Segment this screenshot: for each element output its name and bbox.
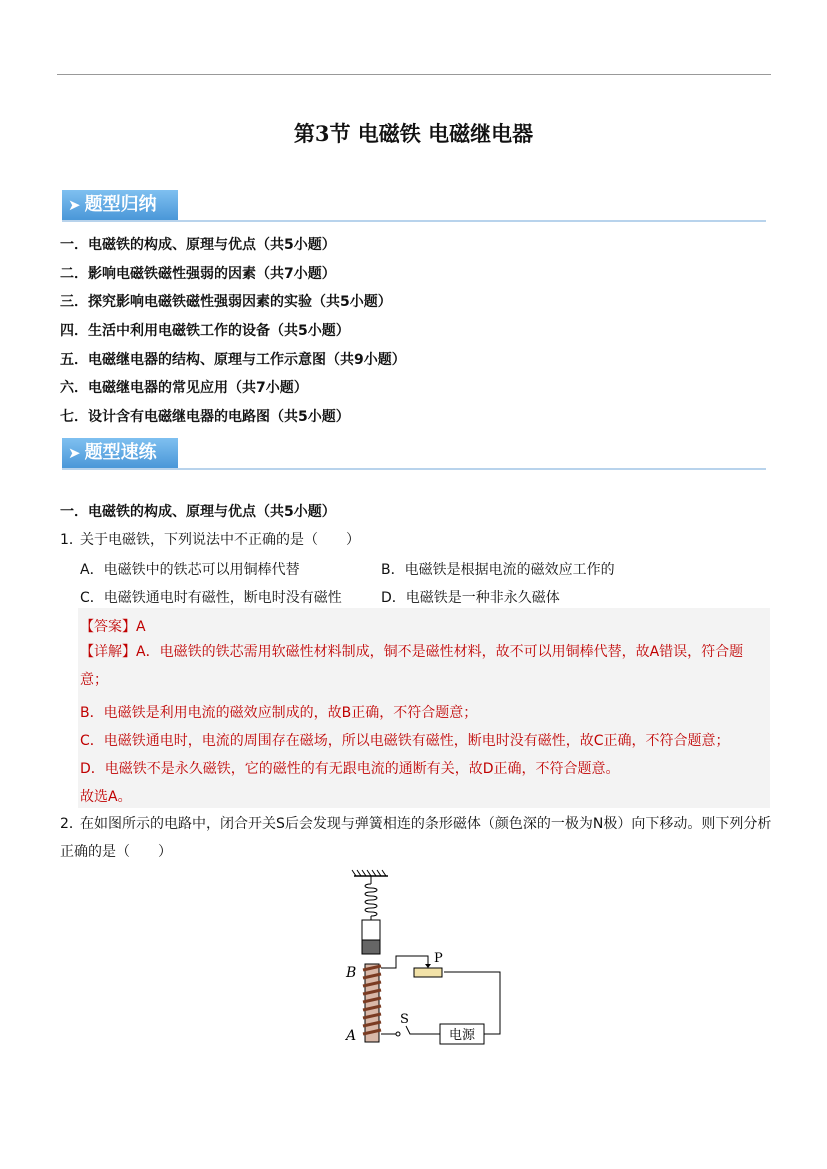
toc-item[interactable]: 四．生活中利用电磁铁工作的设备（共5小题） bbox=[60, 323, 350, 340]
option-b[interactable]: B．电磁铁是根据电流的磁效应工作的 bbox=[381, 562, 615, 578]
toc-item[interactable]: 二．影响电磁铁磁性强弱的因素（共7小题） bbox=[60, 265, 336, 282]
label-a: A bbox=[346, 1028, 357, 1044]
spring bbox=[365, 876, 377, 920]
bar-magnet bbox=[362, 920, 380, 954]
question-text: 关于电磁铁，下列说法中不正确的是（ ） bbox=[80, 532, 360, 548]
practice-subheading: 一．电磁铁的构成、原理与优点（共5小题） bbox=[60, 504, 336, 520]
question-number: 2． bbox=[60, 816, 83, 832]
label-p: P bbox=[434, 951, 443, 966]
circuit-svg bbox=[336, 868, 516, 1048]
question-1-stem bbox=[60, 526, 772, 554]
rheostat bbox=[414, 968, 442, 977]
section-tab-types bbox=[62, 190, 178, 220]
option-d[interactable]: D．电磁铁是一种非永久磁体 bbox=[381, 590, 560, 606]
option-c[interactable]: C．电磁铁通电时有磁性，断电时没有磁性 bbox=[80, 590, 342, 606]
slider-p-icon bbox=[425, 964, 431, 968]
toc-item[interactable]: 七．设计含有电磁继电器的电路图（共5小题） bbox=[60, 409, 350, 426]
detail-line-3: C．电磁铁通电时，电流的周围存在磁场，所以电磁铁有磁性，断电时没有磁性，故C正确，不符合题意； bbox=[80, 733, 730, 749]
toc-list bbox=[60, 236, 406, 437]
section-header-types bbox=[62, 188, 766, 222]
section-underline bbox=[62, 468, 766, 470]
label-b: B bbox=[346, 965, 357, 981]
section-underline bbox=[62, 220, 766, 222]
arrow-icon: ➤ bbox=[68, 196, 81, 214]
section-header-practice bbox=[62, 436, 766, 470]
arrow-icon: ➤ bbox=[68, 444, 81, 462]
top-rule bbox=[57, 74, 771, 75]
power-supply-label: 电源 bbox=[448, 1028, 476, 1043]
toc-item[interactable]: 三．探究影响电磁铁磁性强弱因素的实验（共5小题） bbox=[60, 294, 392, 311]
option-a[interactable]: A．电磁铁中的铁芯可以用铜棒代替 bbox=[80, 562, 300, 578]
toc-item[interactable]: 一．电磁铁的构成、原理与优点（共5小题） bbox=[60, 237, 336, 253]
toc-item[interactable]: 五．电磁继电器的结构、原理与工作示意图（共9小题） bbox=[60, 351, 406, 368]
label-s: S bbox=[400, 1012, 409, 1027]
detail-line-1: 【详解】A．电磁铁的铁芯需用软磁性材料制成，铜不是磁性材料，故不可以用铜棒代替，故A错误，符合题意； bbox=[80, 644, 744, 688]
detail-line-4: D．电磁铁不是永久磁铁，它的磁性的有无跟电流的通断有关，故D正确，不符合题意。 bbox=[80, 761, 620, 777]
answer-line: 【答案】A bbox=[80, 619, 146, 635]
question-text: 在如图所示的电路中，闭合开关S后会发现与弹簧相连的条形磁体（颜色深的一极为N极）向下移动。则下列分析正确的是（ ） bbox=[60, 816, 772, 860]
question-number: 1． bbox=[60, 532, 83, 548]
detail-line-2: B．电磁铁是利用电流的磁效应制成的，故B正确，不符合题意； bbox=[80, 705, 478, 721]
page-title: 第3节 电磁铁 电磁继电器 bbox=[293, 121, 534, 146]
circuit-figure bbox=[336, 868, 516, 1052]
section-tab-label: 题型速练 bbox=[84, 442, 157, 463]
section-tab-label: 题型归纳 bbox=[84, 194, 157, 215]
ceiling-mount bbox=[352, 870, 388, 876]
toc-item[interactable]: 六．电磁继电器的常见应用（共7小题） bbox=[60, 380, 308, 397]
switch-icon bbox=[396, 1032, 400, 1036]
conclusion-line: 故选A。 bbox=[80, 789, 132, 805]
question-2-stem bbox=[60, 810, 772, 866]
section-tab-practice bbox=[62, 438, 178, 468]
